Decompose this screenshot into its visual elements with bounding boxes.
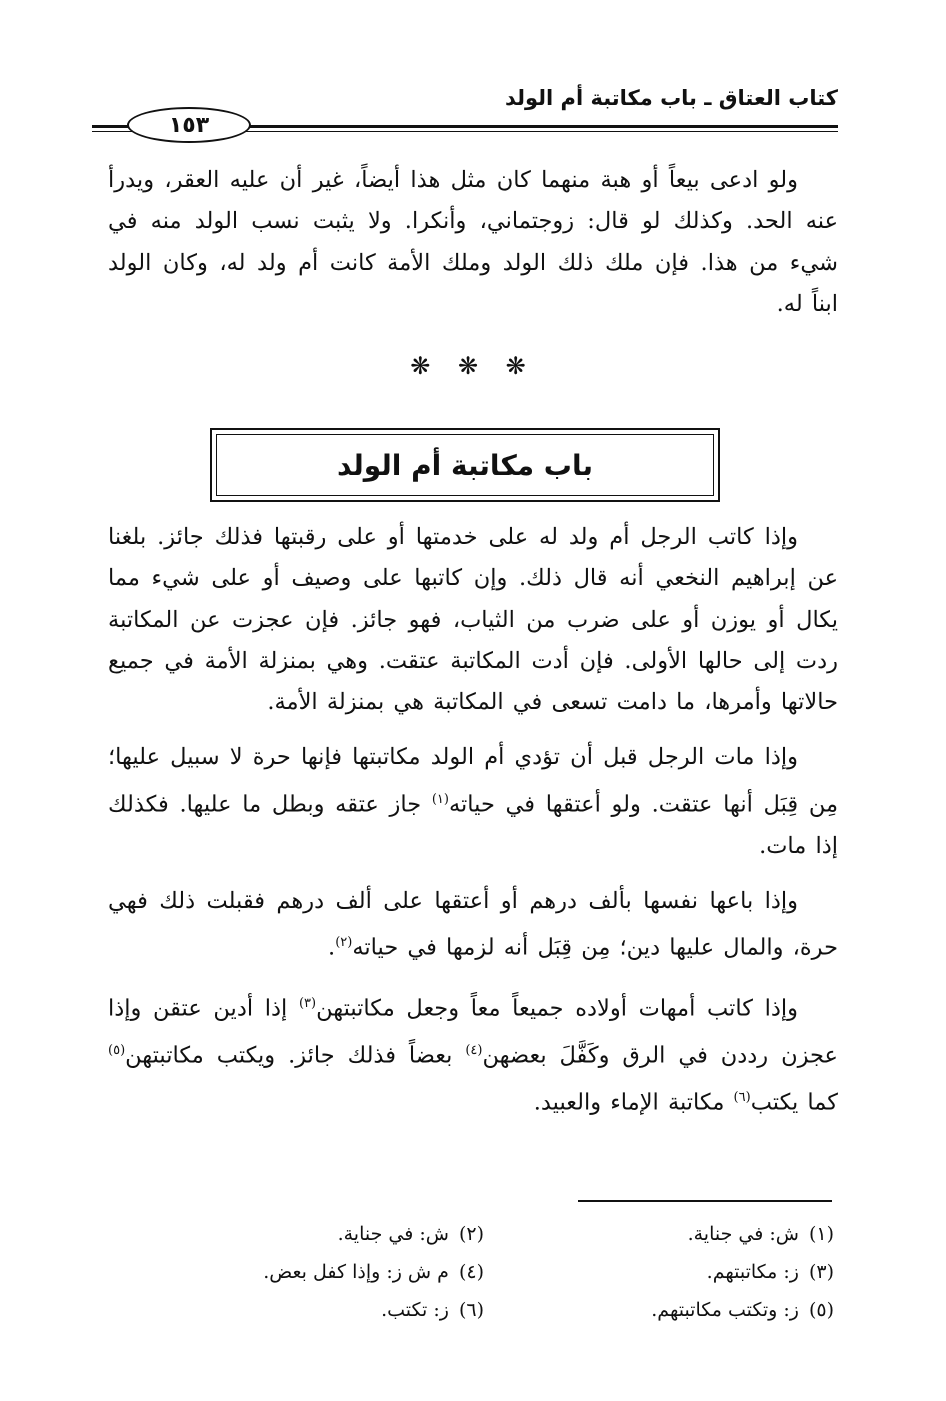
footnote-3 — [484, 1253, 834, 1291]
footnote-row — [134, 1291, 834, 1329]
footnote-1-number: (١) — [808, 1223, 834, 1245]
page-number: ١٥٣ — [127, 107, 251, 143]
footnote-6-text: ز: تكتب. — [381, 1299, 449, 1321]
footnote-ref-6[interactable]: (٦) — [733, 1089, 751, 1105]
paragraph-4-text-b: إذا أدين عتقن وإذا عجزن رددن في الرق وكَفَّلَ بعضهن — [108, 995, 838, 1069]
paragraph-3-text-a: وإذا باعها نفسها بألف درهم أو أعتقها على ألف درهم فقبلت ذلك فهي حرة، والمال عليها دين؛ مِن قِبَل أنه لزمها في حياته — [108, 887, 838, 961]
paragraph-2-text-b: جاز عتقه وبطل ما عليها. فكذلك إذا مات. — [108, 791, 838, 859]
paragraph-3-text-b: . — [328, 934, 336, 961]
footnote-2-number: (٢) — [458, 1223, 484, 1245]
paragraph-1: وإذا كاتب الرجل أم ولد له على خدمتها أو على رقبتها فذلك جائز. بلغنا عن إبراهيم النخعي أنه قال ذلك. وإن كاتبها على وصيف أو على شيء مما يكال أو يوزن أو على ضرب من الثياب، فهو جائز. فإن عجزت عن المكاتبة ردت إلى حالها الأولى. فإن أدت المكاتبة عتقت. وهي بمنزلة الأمة في جميع حالاتها وأمرها، ما دامت تسعى في المكاتبة هي بمنزلة الأمة. — [108, 524, 838, 716]
footnote-separator-rule — [578, 1200, 832, 1202]
footnote-ref-4[interactable]: (٤) — [465, 1042, 483, 1058]
footnote-6-number: (٦) — [458, 1299, 484, 1321]
footnote-3-number: (٣) — [808, 1261, 834, 1283]
paragraph-3 — [108, 881, 838, 969]
paragraph-4-text-e: مكاتبة الإماء والعبيد. — [533, 1089, 734, 1116]
footnote-row — [134, 1215, 834, 1253]
footnote-5-number: (٥) — [808, 1299, 834, 1321]
footnote-5-text: ز: وتكتب مكاتبتهم. — [651, 1299, 799, 1321]
paragraph-2 — [108, 737, 838, 866]
footnotes — [134, 1215, 834, 1329]
footnote-ref-3[interactable]: (٣) — [298, 995, 317, 1011]
running-title: كتاب العتاق ـ باب مكاتبة أم الولد — [504, 86, 838, 110]
footnote-2-text: ش: في جناية. — [337, 1223, 449, 1245]
paragraph-4-text-d: كما يكتب — [750, 1089, 838, 1116]
paragraph-4-text-a: وإذا كاتب أمهات أولاده جميعاً معاً وجعل مكاتبتهن — [316, 995, 798, 1022]
footnote-1 — [484, 1215, 834, 1253]
chapter-title-box — [210, 428, 720, 502]
footnote-4-number: (٤) — [458, 1261, 484, 1283]
paragraph-4-text-c: بعضاً فذلك جائز. ويكتب مكاتبتهن — [125, 1042, 466, 1069]
footnote-ref-5[interactable]: (٥) — [108, 1042, 126, 1058]
paragraph-2-text-a: وإذا مات الرجل قبل أن تؤدي أم الولد مكاتبتها فإنها حرة لا سبيل عليها؛ مِن قِبَل أنها عتقت. ولو أعتقها في حياته — [108, 744, 838, 818]
top-paragraph-block — [108, 160, 838, 325]
footnote-ref-2[interactable]: (٢) — [335, 935, 353, 951]
page-header — [92, 82, 838, 138]
footnote-1-text: ش: في جناية. — [687, 1223, 799, 1245]
footnote-6 — [134, 1291, 484, 1329]
top-paragraph: ولو ادعى بيعاً أو هبة منهما كان مثل هذا أيضاً، غير أن عليه العقر، ويدرأ عنه الحد. وكذلك لو قال: زوجتماني، وأنكرا. ولا يثبت نسب الولد منه في شيء من هذا. فإن ملك ذلك الولد وملك الأمة كانت أم ولد له، وكان الولد ابناً له. — [108, 167, 838, 317]
footnote-ref-1[interactable]: (١) — [431, 791, 449, 807]
paragraph-4 — [108, 983, 838, 1123]
footnote-3-text: ز: مكاتبتهم. — [706, 1261, 799, 1283]
chapter-title: باب مكاتبة أم الولد — [337, 448, 593, 482]
footnote-4-text: م ش ز: وإذا كفل بعض. — [263, 1261, 449, 1283]
main-text — [108, 517, 838, 1123]
footnote-5 — [484, 1291, 834, 1329]
footnote-row — [134, 1253, 834, 1291]
footnote-2 — [134, 1215, 484, 1253]
footnote-4 — [134, 1253, 484, 1291]
section-separator-stars: ❋ ❋ ❋ — [410, 352, 536, 380]
